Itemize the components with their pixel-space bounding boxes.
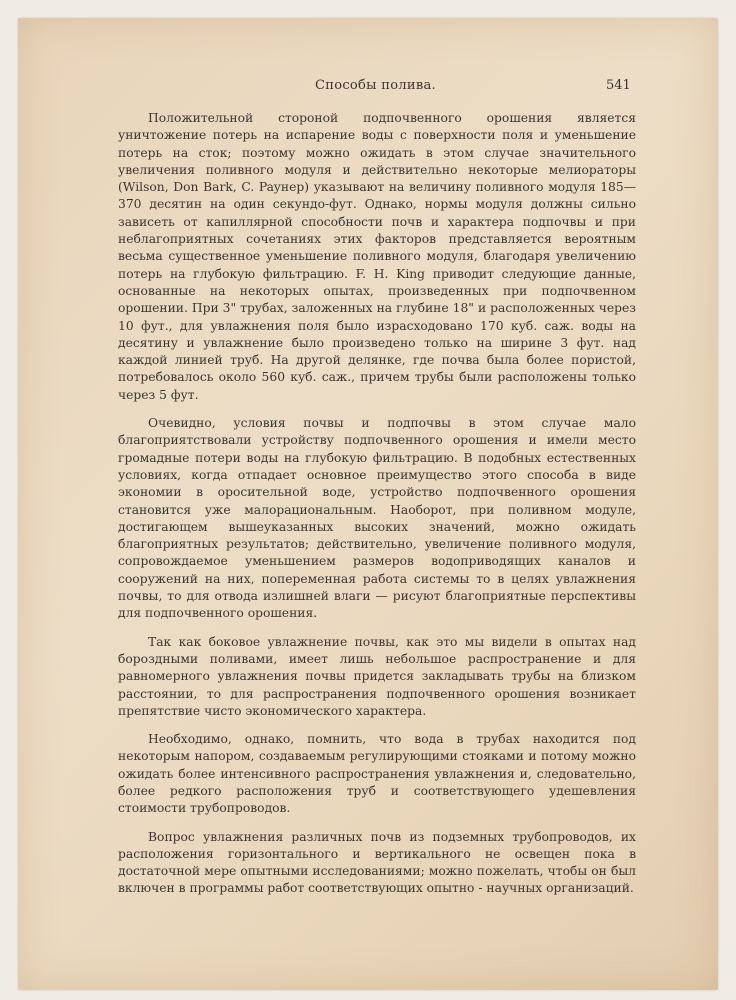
page-number: 541: [606, 78, 631, 93]
running-title: Способы полива.: [315, 78, 436, 93]
paragraph: Очевидно, условия почвы и подпочвы в этом случае мало благоприятствовали устройству подпочвенного орошения и имели место громадные потери воды на глубокую фильтрацию. В подобных естественных условиях, когда отпадает основное преимущество этого способа в виде экономии в оросительной воде, устройство подпочвенного орошения становится уже малорациональным. Наоборот, при поливном модуле, достигающем вышеуказанных высоких значений, можно ожидать благоприятных результатов; действительно, увеличение поливного модуля, сопровождаемое уменьшением размеров водоприводящих каналов и сооружений на них, попеременная работа системы то в целях увлажнения почвы, то для отвода излишней влаги — рисуют благоприятные перспективы для подпочвенного орошения.: [118, 416, 636, 621]
page-header: [0, 78, 736, 98]
paragraph: Положительной стороной подпочвенного орошения является уничтожение потерь на испарение воды с поверхности поля и уменьшение потерь на сток; поэтому можно ожидать в этом случае значительного увеличения поливного модуля и действительно некоторые мелиораторы (Wilson, Don Bark, C. Payнер) указывают на величину поливного модуля 185—370 десятин на один секундо-фут. Однако, нормы модуля должны сильно зависеть от капиллярной способности почв и характера подпочвы и при неблагоприятных сочетаниях этих факторов представляется вероятным весьма существенное уменьшение поливного модуля, благодаря увеличению потерь на глубокую фильтрацию. F. H. King приводит следующие данные, основанные на некоторых опытах, произведенных при подпочвенном орошении. При 3" трубах, заложенных на глубине 18" и расположенных через 10 фут., для увлажнения поля было израсходовано 170 куб. саж. воды на десятину и увлажнение было произведено только на ширине 3 фут. над каждой линией труб. На другой делянке, где почва была более пористой, потребовалось около 560 куб. саж., причем трубы были расположены только через 5 фут.: [118, 111, 636, 402]
paragraph: Необходимо, однако, помнить, что вода в трубах находится под некоторым напором, создаваемым регулирующими стояками и потому можно ожидать более интенсивного распространения увлажнения и, следовательно, более редкого расположения труб и соответствующего удешевления стоимости трубопроводов.: [118, 732, 636, 816]
paragraph: Вопрос увлажнения различных почв из подземных трубопроводов, их расположения горизонтального и вертикального не освещен пока в достаточной мере опытными исследованиями; можно пожелать, чтобы он был включен в программы работ соответствующих опытно - научных организаций.: [118, 829, 636, 896]
body-text: [118, 110, 636, 909]
paragraph: Так как боковое увлажнение почвы, как это мы видели в опытах над бороздными поливами, имеет лишь небольшое распространение и для равномерного увлажнения почвы придется закладывать трубы на близком расстоянии, то для распространения подпочвенного орошения возникает препятствие чисто экономического характера.: [118, 634, 636, 718]
